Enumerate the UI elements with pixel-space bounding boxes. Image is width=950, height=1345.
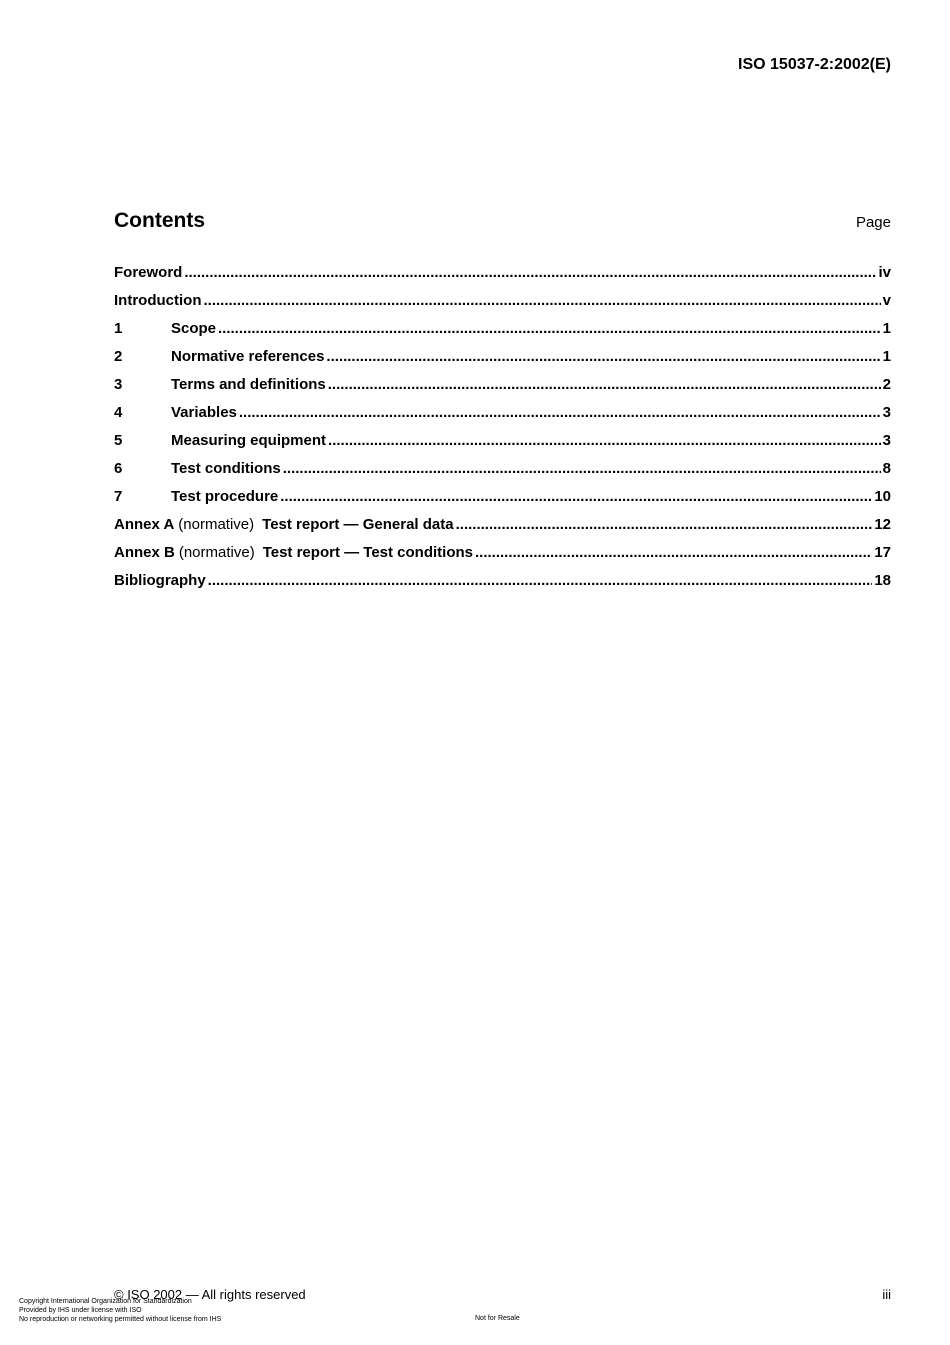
table-of-contents xyxy=(114,264,891,600)
toc-entry-number: 2 xyxy=(114,348,123,365)
dot-leader xyxy=(283,460,881,477)
dot-leader xyxy=(326,348,880,365)
ihs-line: Provided by IHS under license with ISO xyxy=(19,1307,142,1314)
toc-entry-page: 3 xyxy=(882,432,891,449)
ihs-license-notice xyxy=(19,1297,221,1324)
dot-leader xyxy=(456,516,873,533)
toc-annex-qualifier: (normative) xyxy=(178,544,255,561)
toc-entry-label: Terms and definitions xyxy=(171,376,326,393)
dot-leader xyxy=(328,376,881,393)
toc-entry-terms-and-definitions[interactable] xyxy=(114,376,891,404)
dot-leader xyxy=(218,320,881,337)
toc-entry-label: Test conditions xyxy=(171,460,281,477)
toc-entry-page: v xyxy=(882,292,891,309)
toc-heading xyxy=(114,209,891,233)
dot-leader xyxy=(208,572,873,589)
toc-entry-number: 1 xyxy=(114,320,123,337)
footer-copyright: © ISO 2002 — All rights reserved xyxy=(114,1287,306,1302)
toc-annex-qualifier: (normative) xyxy=(178,516,255,533)
toc-entry-page: 2 xyxy=(882,376,891,393)
toc-entry-number: 6 xyxy=(114,460,123,477)
toc-entry-page: 18 xyxy=(874,572,891,589)
toc-entry-number: 7 xyxy=(114,488,123,505)
toc-entry-page: 1 xyxy=(882,320,891,337)
toc-entry-introduction[interactable] xyxy=(114,292,891,320)
toc-entry-label: Scope xyxy=(171,320,217,337)
toc-entry-label: Foreword xyxy=(114,264,183,281)
toc-entry-number: 5 xyxy=(114,432,123,449)
ihs-line: Copyright International Organization for Standardization xyxy=(19,1298,192,1305)
dot-leader xyxy=(203,292,880,309)
toc-entry-annex-a[interactable] xyxy=(114,516,891,544)
toc-entry-number: 4 xyxy=(114,404,123,421)
page-column-label: Page xyxy=(855,214,891,231)
toc-entry-page: 17 xyxy=(874,544,891,561)
toc-entry-page: 10 xyxy=(874,488,891,505)
toc-entry-number: 3 xyxy=(114,376,123,393)
toc-entry-test-procedure[interactable] xyxy=(114,488,891,516)
toc-entry-variables[interactable] xyxy=(114,404,891,432)
toc-entry-label: Bibliography xyxy=(114,572,206,589)
toc-entry-bibliography[interactable] xyxy=(114,572,891,600)
dot-leader xyxy=(184,264,876,281)
toc-annex-prefix: Annex A xyxy=(114,516,175,533)
dot-leader xyxy=(280,488,872,505)
toc-entry-label: Test procedure xyxy=(171,488,279,505)
toc-entry-test-conditions[interactable] xyxy=(114,460,891,488)
toc-entry-label: Test report — General data xyxy=(262,516,454,533)
toc-entry-scope[interactable] xyxy=(114,320,891,348)
toc-entry-label: Test report — Test conditions xyxy=(262,544,473,561)
toc-entry-label: Introduction xyxy=(114,292,202,309)
dot-leader xyxy=(475,544,872,561)
ihs-line: No reproduction or networking permitted without license from IHS xyxy=(19,1316,222,1323)
toc-entry-page: 8 xyxy=(882,460,891,477)
footer-page-number: iii xyxy=(882,1287,891,1302)
toc-entry-label: Normative references xyxy=(171,348,325,365)
toc-entry-normative-references[interactable] xyxy=(114,348,891,376)
toc-entry-label: Measuring equipment xyxy=(171,432,327,449)
toc-entry-page: 3 xyxy=(882,404,891,421)
toc-entry-page: iv xyxy=(878,264,891,281)
toc-entry-label: Variables xyxy=(171,404,237,421)
dot-leader xyxy=(239,404,881,421)
toc-entry-page: 1 xyxy=(882,348,891,365)
toc-entry-measuring-equipment[interactable] xyxy=(114,432,891,460)
page-title: Contents xyxy=(114,209,205,232)
toc-entry-foreword[interactable] xyxy=(114,264,891,292)
toc-annex-prefix: Annex B xyxy=(114,544,175,561)
toc-entry-page: 12 xyxy=(874,516,891,533)
dot-leader xyxy=(328,432,881,449)
document-id: ISO 15037-2:2002(E) xyxy=(738,56,891,73)
toc-entry-annex-b[interactable] xyxy=(114,544,891,572)
not-for-resale-notice: Not for Resale xyxy=(475,1315,520,1322)
